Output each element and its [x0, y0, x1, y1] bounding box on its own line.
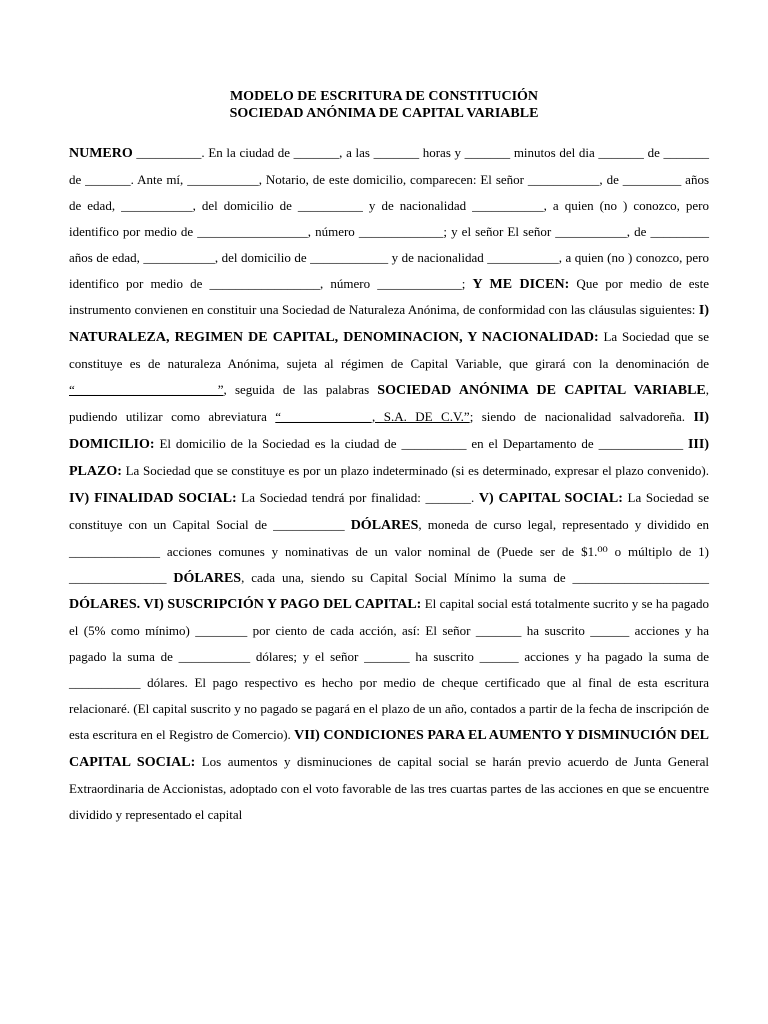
body-paragraph	[69, 140, 709, 828]
document-body	[69, 140, 709, 828]
bold-text-segment: DÓLARES. VI) SUSCRIPCIÓN Y PAGO DEL CAPITAL:	[69, 597, 422, 613]
text-segment: , seguida de las palabras	[223, 382, 378, 398]
underlined-blank: “______________, S.A. DE C.V.”	[275, 409, 470, 425]
text-segment: La Sociedad que se constituye es por un plazo indeterminado (si es determinado, expresar el plazo convenido).	[121, 462, 709, 478]
bold-text-segment: V) CAPITAL SOCIAL:	[478, 490, 623, 506]
bold-text-segment: IV) FINALIDAD SOCIAL:	[69, 490, 237, 506]
text-segment: ; siendo de nacionalidad salvadoreña.	[469, 409, 694, 425]
text-segment: __________. En la ciudad de _______, a las _______ horas y _______ minutos del dia _______ de _______ de _______. Ante mí, ___________, Notario, de este domicilio, comparecen: El señor ___________, de _________ años de edad, ___________, del domicilio de __________ y de nacionalidad ___________, a quien (no ) conozco, pero identifico por medio de _________________, número _____________; y el señor El señor ___________, de _________ años de edad, ___________, del domicilio de ____________ y de nacionalidad ___________, a quien (no ) conozco, pero identifico por medio de _________________, número _____________;	[69, 145, 709, 291]
document-title	[0, 88, 768, 122]
bold-text-segment: III) PLAZO:	[69, 436, 709, 479]
bold-text-segment: VII) CONDICIONES PARA EL AUMENTO Y DISMINUCIÓN DEL CAPITAL SOCIAL:	[69, 727, 709, 770]
text-segment: La Sociedad se constituye con un Capital Social de ___________	[69, 489, 709, 532]
bold-text-segment: Y ME DICEN:	[472, 276, 570, 292]
text-segment: , moneda de curso legal, representado y dividido en ______________ acciones comunes y nominativas de un valor nominal de (Puede ser de $1.⁰⁰ o múltiplo de 1) _______________	[69, 516, 710, 585]
text-segment: La Sociedad que se constituye es de naturaleza Anónima, sujeta al régimen de Capital Variable, que girará con la denominación de	[69, 329, 709, 372]
text-segment: La Sociedad tendrá por finalidad: _______.	[236, 489, 479, 505]
text-segment: Los aumentos y disminuciones de capital social se harán previo acuerdo de Junta General Extraordinaria de Accionistas, adoptado con el voto favorable de las tres cuartas partes de las acciones en que se encuentre dividido y representado el capital	[69, 753, 709, 822]
bold-text-segment: DÓLARES	[173, 570, 242, 586]
bold-text-segment: SOCIEDAD ANÓNIMA DE CAPITAL VARIABLE	[377, 383, 706, 399]
text-segment: El domicilio de la Sociedad es la ciudad de __________ en el Departamento de _____________	[154, 435, 688, 451]
title-line-1: MODELO DE ESCRITURA DE CONSTITUCIÓN	[229, 89, 539, 104]
bold-text-segment: II) DOMICILIO:	[69, 410, 709, 452]
underlined-blank: “______________________”	[69, 382, 224, 398]
bold-text-segment: NUMERO	[69, 146, 133, 161]
bold-text-segment: I) NATURALEZA, REGIMEN DE CAPITAL, DENOMINACION, Y NACIONALIDAD:	[69, 303, 709, 346]
text-segment: , cada una, siendo su Capital Social Mínimo la suma de _____________________	[241, 569, 710, 585]
text-segment: El capital social está totalmente sucrito y se ha pagado el (5% como mínimo) ________ por ciento de cada acción, así: El señor _______ ha suscrito ______ acciones y ha pagado la suma de ___________ dólares; y el señor _______ ha suscrito ______ acciones y ha pagado la suma de ___________ dólares. El pago respectivo es hecho por medio de cheque certificado que al final de esta escritura relacionaré. (El capital suscrito y no pagado se pagará en el plazo de un año, contados a partir de la fecha de inscripción de esta escritura en el Registro de Comercio).	[69, 596, 710, 742]
text-segment: Que por medio de este instrumento convienen en constituir una Sociedad de Naturaleza Anónima, de conformidad con las cláusulas siguientes:	[69, 275, 710, 318]
text-segment: , pudiendo utilizar como abreviatura	[69, 382, 709, 425]
bold-text-segment: DÓLARES	[350, 517, 419, 533]
title-line-2: SOCIEDAD ANÓNIMA DE CAPITAL VARIABLE	[229, 106, 539, 121]
